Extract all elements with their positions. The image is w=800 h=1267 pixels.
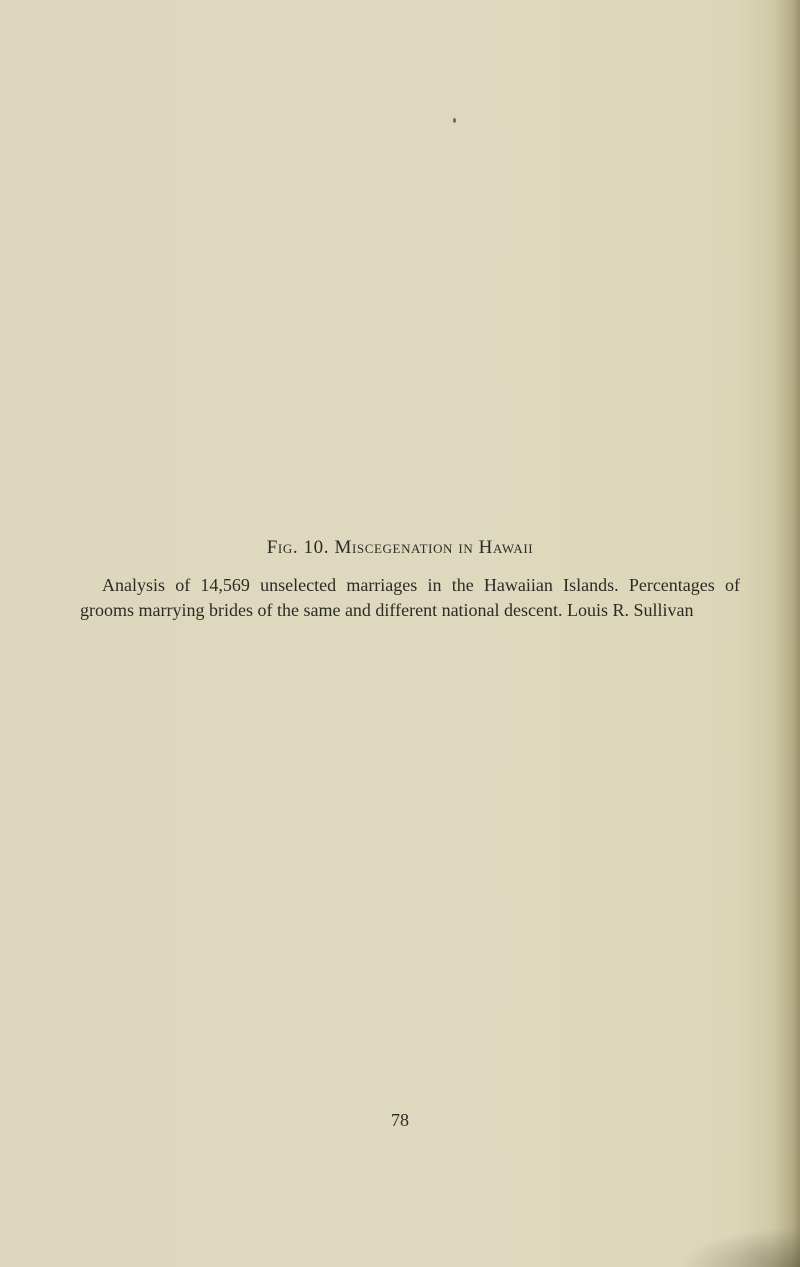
page-corner-shadow (680, 1227, 800, 1267)
page-number: 78 (391, 1110, 409, 1130)
figure-caption-text (267, 537, 533, 558)
paper-speck (453, 118, 456, 123)
figure-description: Analysis of 14,569 unselected marriages in the Hawaiian Islands. Percentages of grooms marrying brides of the same and different national descent. Louis R. Sullivan (80, 575, 740, 620)
figure-label: Fig. 10. (266, 537, 330, 558)
figure-title: Miscegenation in Hawaii (334, 537, 534, 558)
page-edge-shadow (772, 0, 800, 1267)
figure-caption (0, 537, 800, 559)
